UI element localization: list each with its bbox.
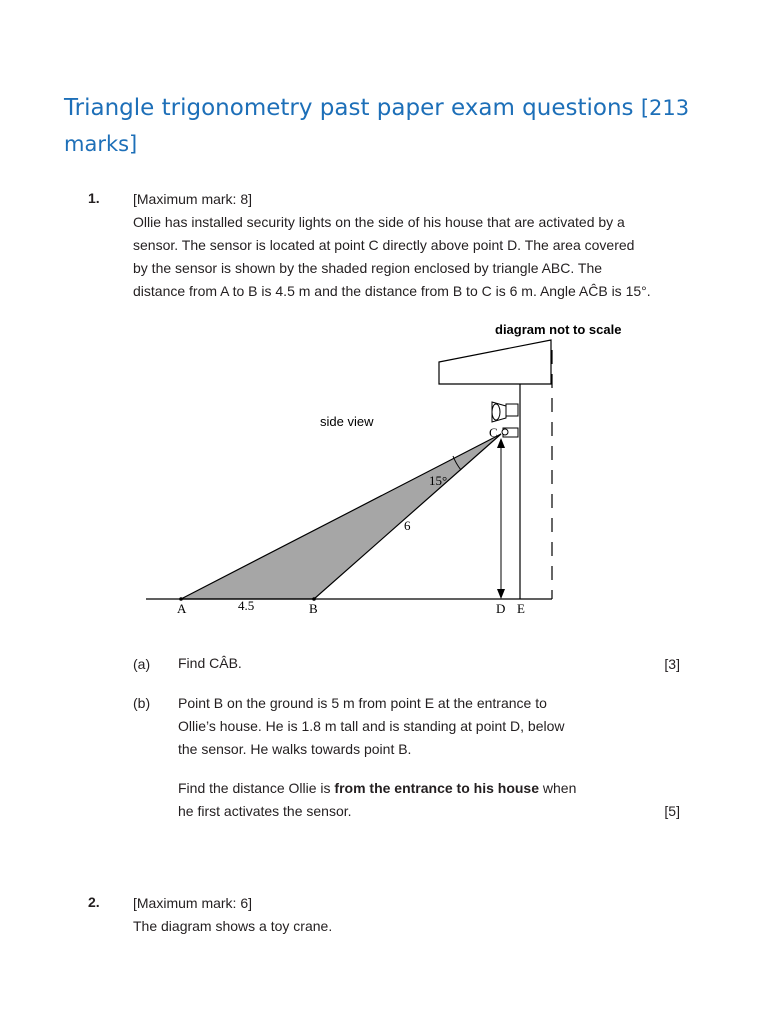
security-light-diagram: [0, 310, 768, 620]
stem-line-4: distance from A to B is 4.5 m and the distance from B to C is 6 m. Angle AĈB is 15°.: [133, 283, 651, 299]
bc-length-label: 6: [404, 518, 411, 533]
label-c: C: [489, 425, 498, 440]
part-b-line-5: he first activates the sensor.: [178, 803, 352, 819]
diagram-not-to-scale-label: diagram not to scale: [495, 322, 622, 337]
title-marks: [213 marks]: [64, 96, 690, 156]
part-a-text: Find CÂB.: [178, 655, 242, 671]
sensor-icon: [502, 428, 518, 437]
stem-line-1: Ollie has installed security lights on the side of his house that are activated by a: [133, 214, 625, 230]
part-b-mark: [5]: [664, 803, 680, 819]
cd-arrow-down: [497, 589, 505, 599]
part-b-line-1: Point B on the ground is 5 m from point E at the entrance to: [178, 695, 547, 711]
house-roof-shape: [439, 340, 551, 384]
question-2-body: [133, 892, 332, 938]
stem-line-3: by the sensor is shown by the shaded region enclosed by triangle ABC. The: [133, 260, 603, 276]
label-a: A: [177, 601, 187, 616]
part-b-find-line: [178, 777, 598, 800]
part-a-label: (a): [133, 656, 151, 672]
stem-line-2: sensor. The sensor is located at point C directly above point D. The area covered: [133, 237, 635, 253]
part-a-mark: [3]: [664, 656, 680, 672]
part-b-find-pre: Find the distance Ollie is: [178, 780, 335, 796]
page-title: [64, 90, 704, 162]
cd-arrow-up: [497, 438, 505, 448]
part-b-text: [178, 692, 598, 823]
question-2-stem: The diagram shows a toy crane.: [133, 918, 333, 934]
ab-length-label: 4.5: [238, 598, 255, 613]
part-b-find-post: when: [539, 780, 577, 796]
label-e: E: [517, 601, 525, 616]
part-b-line-3: the sensor. He walks towards point B.: [178, 741, 412, 757]
question-1-number: 1.: [88, 190, 100, 206]
question-2-number: 2.: [88, 894, 100, 910]
part-b-label: (b): [133, 695, 151, 711]
part-b-find-bold: from the entrance to his house: [334, 780, 539, 796]
question-1-stem: [133, 211, 653, 303]
question-2-max-mark: [Maximum mark: 6]: [133, 895, 253, 911]
question-1-body: [133, 188, 653, 303]
side-view-label: side view: [320, 414, 374, 429]
angle-label: 15°: [429, 473, 448, 488]
title-main: Triangle trigonometry past paper exam questions: [64, 95, 634, 121]
label-b: B: [309, 601, 318, 616]
security-light-icon: [492, 402, 518, 422]
part-b-line-2: Ollie’s house. He is 1.8 m tall and is standing at point D, below: [178, 718, 565, 734]
label-d: D: [496, 601, 506, 616]
shaded-triangle-abc: [181, 434, 501, 599]
question-1-max-mark: [Maximum mark: 8]: [133, 191, 253, 207]
